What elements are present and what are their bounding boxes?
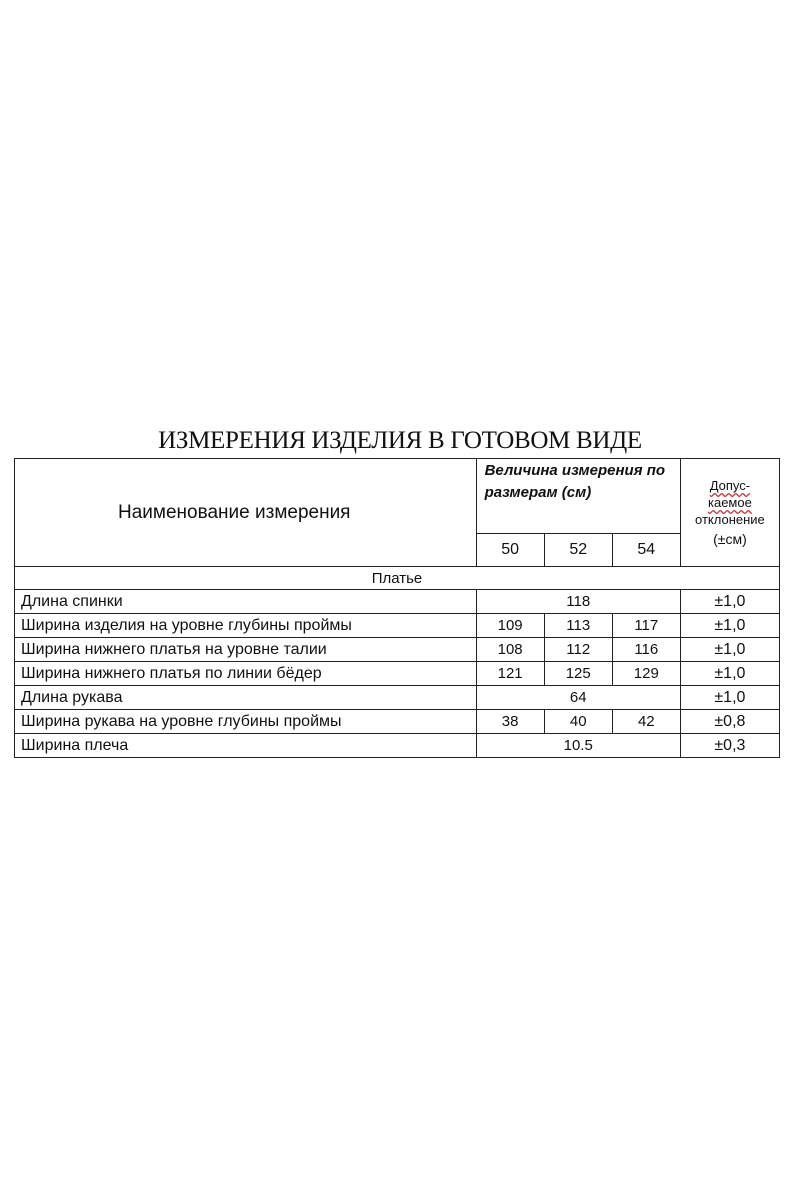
tolerance-value: ±1,0 [680,614,779,638]
tolerance-value: ±1,0 [680,662,779,686]
section-row [15,567,780,590]
tolerance-label-line1: Допус- [709,478,751,493]
table-row [15,662,780,686]
table-row [15,686,780,710]
size-header: 54 [612,534,680,567]
measurement-value: 117 [612,614,680,638]
table-row [15,614,780,638]
header-size-group: Величина измерения по размерам (см) [476,459,680,534]
measurements-table [14,458,780,758]
measurement-value: 42 [612,710,680,734]
measurement-value: 109 [476,614,544,638]
measurement-name: Длина рукава [15,686,477,710]
tolerance-value: ±1,0 [680,638,779,662]
measurement-name: Ширина изделия на уровне глубины проймы [15,614,477,638]
measurement-value: 116 [612,638,680,662]
size-header: 52 [544,534,612,567]
tolerance-label-line2: каемое [707,495,752,510]
document-title: ИЗМЕРЕНИЯ ИЗДЕЛИЯ В ГОТОВОМ ВИДЕ [158,427,642,454]
table-row [15,710,780,734]
table-row [15,734,780,758]
measurement-value: 113 [544,614,612,638]
section-title: Платье [15,567,780,590]
measurement-value: 112 [544,638,612,662]
tolerance-value: ±1,0 [680,686,779,710]
measurement-value: 121 [476,662,544,686]
measurement-value: 40 [544,710,612,734]
measurement-value-all-sizes: 118 [476,590,680,614]
tolerance-value: ±1,0 [680,590,779,614]
measurement-value: 125 [544,662,612,686]
tolerance-value: ±0,8 [680,710,779,734]
tolerance-label-line4: (±см) [713,531,747,547]
header-measurement-name: Наименование измерения [15,459,477,567]
measurement-name: Ширина нижнего платья по линии бёдер [15,662,477,686]
measurement-name: Ширина рукава на уровне глубины проймы [15,710,477,734]
measurement-value-all-sizes: 10.5 [476,734,680,758]
tolerance-label-line3: отклонение [695,512,765,527]
measurement-value: 108 [476,638,544,662]
measurement-value: 129 [612,662,680,686]
table-row [15,590,780,614]
size-header: 50 [476,534,544,567]
header-row [15,459,780,534]
header-tolerance [680,459,779,567]
measurement-name: Ширина нижнего платья на уровне талии [15,638,477,662]
measurement-value: 38 [476,710,544,734]
tolerance-value: ±0,3 [680,734,779,758]
measurement-name: Ширина плеча [15,734,477,758]
table-row [15,638,780,662]
measurement-value-all-sizes: 64 [476,686,680,710]
measurement-name: Длина спинки [15,590,477,614]
